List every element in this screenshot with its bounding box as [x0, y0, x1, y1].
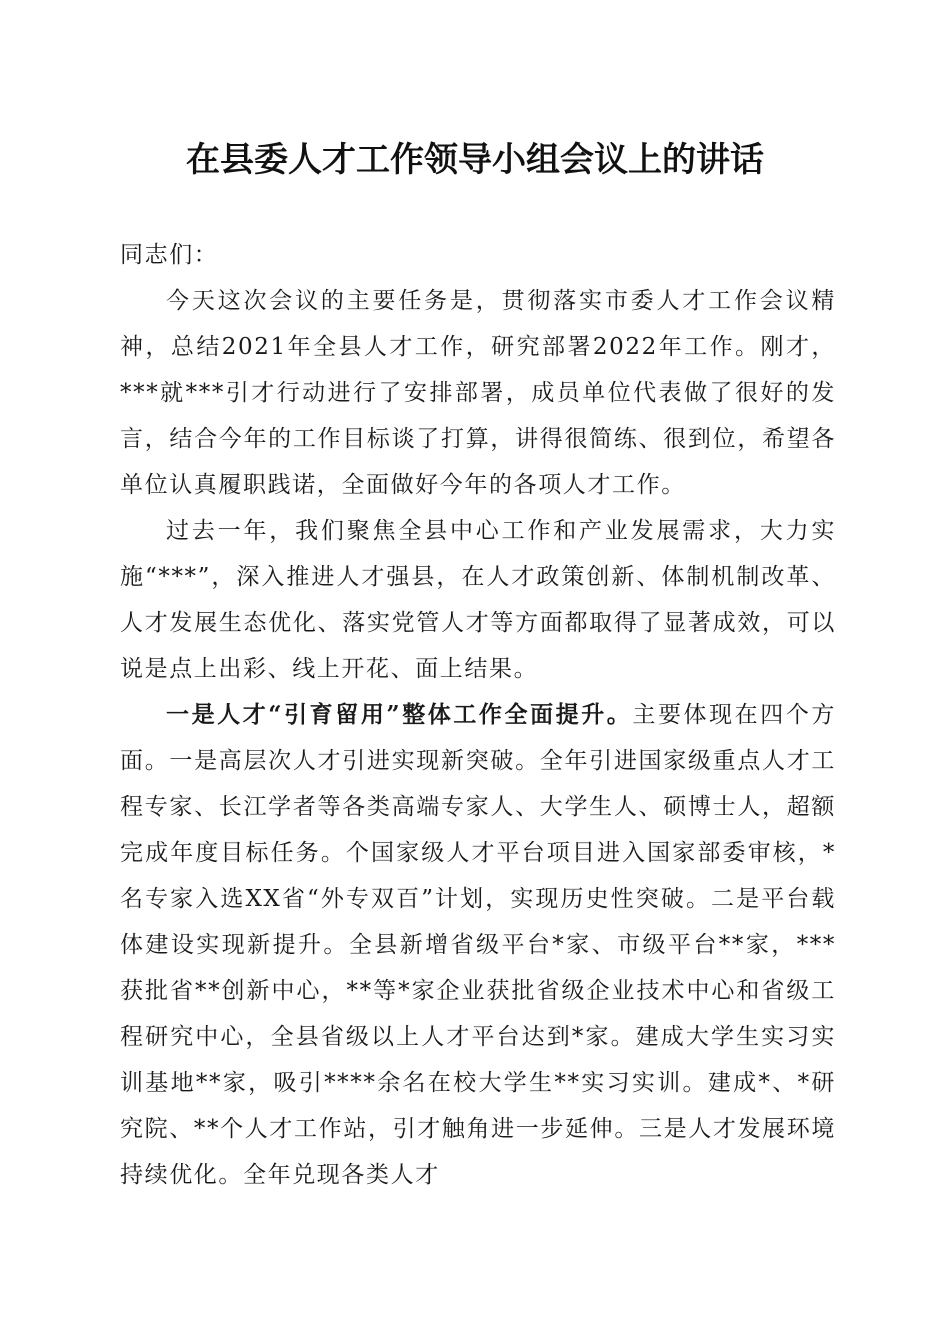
paragraph-3-body: 主要体现在四个方面。一是高层次人才引进实现新突破。全年引进国家级重点人才工程专家、长江学者等各类高端专家人、大学生人、硕博士人，超额完成年度目标任务。个国家级人才平台项目进入国家部委审核，*名专家入选XX省“外专双百”计划，实现历史性突破。二是平台载体建设实现新提升。全县新增省级平台*家、市级平台**家，***获批省**创新中心，**等*家企业获批省级企业技术中心和省级工程研究中心，全县省级以上人才平台达到*家。建成大学生实习实训基地**家，吸引****余名在校大学生**实习实训。建成*、*研究院、**个人才工作站，引才触角进一步延伸。三是人才发展环境持续优化。全年兑现各类人才: [120, 702, 836, 1188]
paragraph-1: 今天这次会议的主要任务是，贯彻落实市委人才工作会议精神，总结2021年全县人才工作，研究部署2022年工作。刚才，***就***引才行动进行了安排部署，成员单位代表做了很好的发言，结合今年的工作目标谈了打算，讲得很简练、很到位，希望各单位认真履职践诺，全面做好今年的各项人才工作。: [120, 288, 836, 498]
paragraph-3: [120, 692, 836, 1198]
document-title: 在县委人才工作领导小组会议上的讲话: [186, 140, 764, 180]
paragraph-2: 过去一年，我们聚焦全县中心工作和产业发展需求，大力实施“***”，深入推进人才强县，在人才政策创新、体制机制改革、人才发展生态优化、落实党管人才等方面都取得了显著成效，可以说是点上出彩、线上开花、面上结果。: [120, 518, 836, 682]
salutation: 同志们：: [120, 242, 219, 268]
document-body: [120, 232, 836, 1198]
paragraph-3-heading: 一是人才“引育留用”整体工作全面提升。: [166, 701, 633, 728]
